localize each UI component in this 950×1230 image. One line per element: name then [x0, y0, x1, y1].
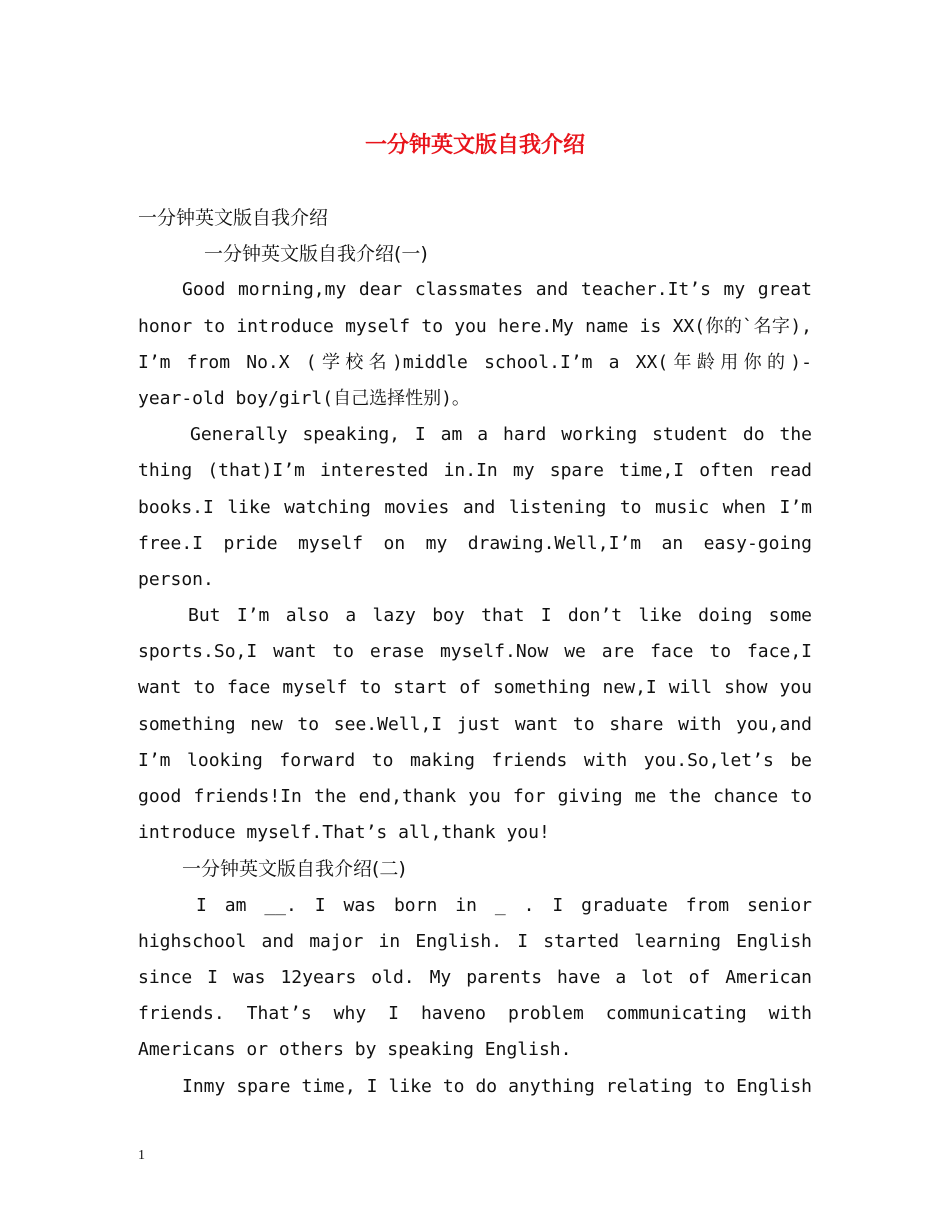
text-line: I’m from No.X (学校名)middle school.I’m a XX(年龄用你的)- [138, 351, 812, 373]
text-line: thing (that)I’m interested in.In my spare time,I often read [138, 460, 812, 482]
text-line: person. [138, 568, 214, 590]
text-line: friends. That’s why I haveno problem communicating with [138, 1003, 812, 1025]
text-line: highschool and major in English. I started learning English [138, 930, 812, 952]
text-line: 一分钟英文版自我介绍(二) [182, 858, 406, 881]
page-number: 1 [138, 1148, 145, 1163]
text-line: But I’m also a lazy boy that I don’t like doing some [188, 605, 812, 627]
text-line: year-old boy/girl(自己选择性别)。 [138, 387, 470, 409]
text-line: books.I like watching movies and listening to music when I’m [138, 496, 812, 518]
document-body [138, 200, 812, 1105]
text-line: free.I pride myself on my drawing.Well,I’m an easy-going [138, 532, 812, 554]
text-line: since I was 12years old. My parents have a lot of American [138, 966, 812, 988]
text-line: sports.So,I want to erase myself.Now we are face to face,I [138, 641, 812, 663]
text-line: want to face myself to start of something new,I will show you [138, 677, 812, 699]
text-line: Americans or others by speaking English. [138, 1039, 572, 1061]
text-line: I’m looking forward to making friends with you.So,let’s be [138, 749, 812, 771]
text-line: honor to introduce myself to you here.My name is XX(你的`名字), [138, 315, 812, 337]
document-title: 一分钟英文版自我介绍 [364, 133, 585, 158]
text-line: introduce myself.That’s all,thank you! [138, 822, 550, 844]
text-line: Good morning,my dear classmates and teacher.It’s my great [182, 279, 812, 301]
text-line: 一分钟英文版自我介绍 [138, 207, 329, 229]
text-line: Generally speaking, I am a hard working student do the [190, 424, 812, 446]
text-line: good friends!In the end,thank you for giving me the chance to [138, 786, 812, 807]
text-line: I am __. I was born in _ . I graduate from senior [196, 894, 812, 916]
text-line: Inmy spare time, I like to do anything relating to English [182, 1075, 812, 1097]
text-line: 一分钟英文版自我介绍(一) [204, 243, 428, 266]
text-line: something new to see.Well,I just want to share with you,and [138, 713, 812, 735]
